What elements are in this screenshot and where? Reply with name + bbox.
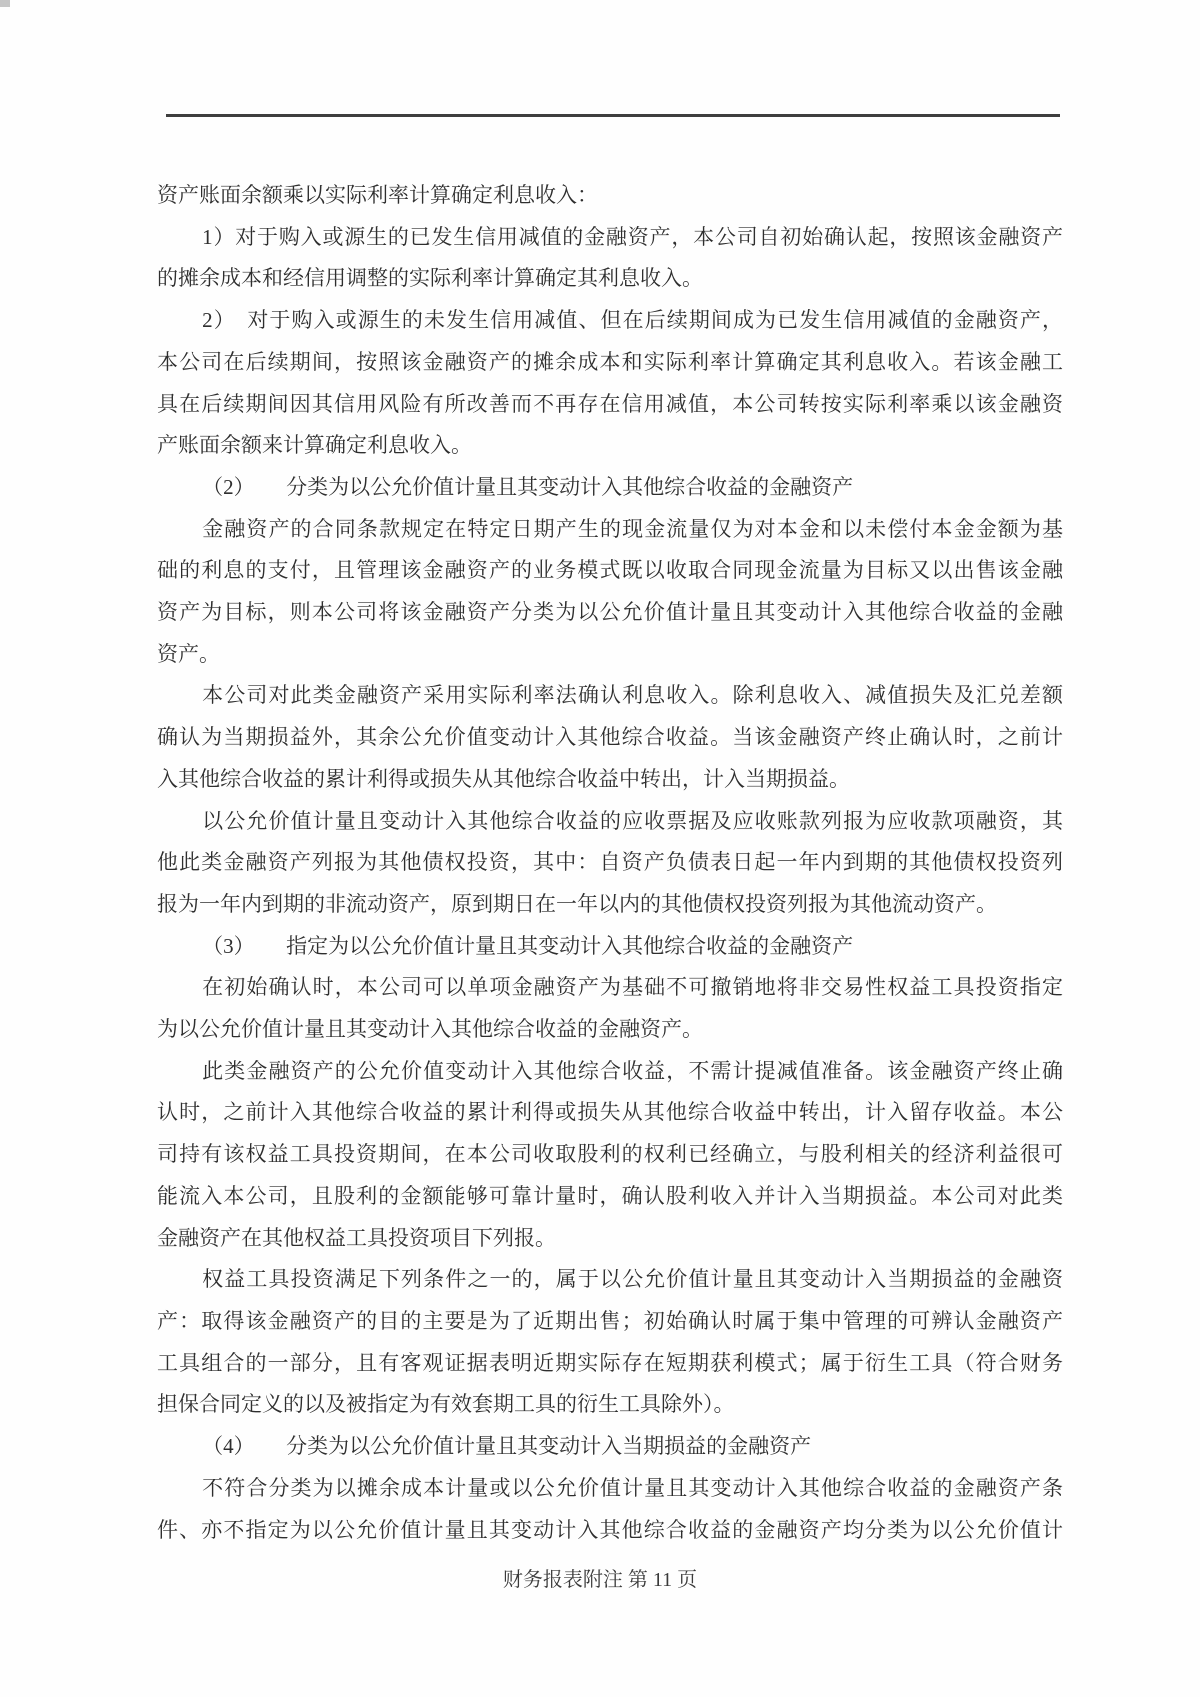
- text-line: 他此类金融资产列报为其他债权投资，其中：自资产负债表日起一年内到期的其他债权投资列: [157, 850, 1063, 875]
- section-heading-2: （2） 分类为以公允价值计量且其变动计入其他综合收益的金融资产: [202, 474, 854, 499]
- text-line: 担保合同定义的以及被指定为有效套期工具的衍生工具除外）。: [157, 1392, 735, 1417]
- text-line: 为以公允价值计量且其变动计入其他综合收益的金融资产。: [157, 1017, 703, 1042]
- text-line: 产：取得该金融资产的目的主要是为了近期出售；初始确认时属于集中管理的可辨认金融资产: [157, 1308, 1063, 1333]
- text-line: 资产为目标，则本公司将该金融资产分类为以公允价值计量且其变动计入其他综合收益的金融: [157, 600, 1063, 625]
- text-line: 在初始确认时，本公司可以单项金融资产为基础不可撤销地将非交易性权益工具投资指定: [202, 975, 1063, 1000]
- list-item-1: 1）对于购入或源生的已发生信用减值的金融资产，本公司自初始确认起，按照该金融资产: [202, 224, 1063, 249]
- text-line: 工具组合的一部分，且有客观证据表明近期实际存在短期获利模式；属于衍生工具（符合财务: [157, 1350, 1063, 1375]
- text-line: 确认为当期损益外，其余公允价值变动计入其他综合收益。当该金融资产终止确认时，之前计: [157, 725, 1063, 750]
- page-footer: 财务报表附注 第 11 页: [502, 1569, 698, 1591]
- text-line: 资产。: [157, 641, 220, 666]
- text-line: 本公司对此类金融资产采用实际利率法确认利息收入。除利息收入、减值损失及汇兑差额: [202, 683, 1063, 708]
- text-line: 此类金融资产的公允价值变动计入其他综合收益，不需计提减值准备。该金融资产终止确: [202, 1058, 1063, 1083]
- text-line: 权益工具投资满足下列条件之一的，属于以公允价值计量且其变动计入当期损益的金融资: [202, 1267, 1063, 1292]
- text-line: 资产账面余额乘以实际利率计算确定利息收入：: [157, 183, 598, 207]
- text-line: 金融资产的合同条款规定在特定日期产生的现金流量仅为对本金和以未偿付本金金额为基: [202, 516, 1063, 541]
- text-line: 不符合分类为以摊余成本计量或以公允价值计量且其变动计入其他综合收益的金融资产条: [202, 1475, 1063, 1500]
- header-rule: [166, 114, 1060, 117]
- text-line: 本公司在后续期间，按照该金融资产的摊余成本和实际利率计算确定其利息收入。若该金融工: [157, 349, 1063, 374]
- text-line: 金融资产在其他权益工具投资项目下列报。: [157, 1225, 556, 1250]
- section-heading-3: （3） 指定为以公允价值计量且其变动计入其他综合收益的金融资产: [202, 933, 854, 958]
- text-line: 入其他综合收益的累计利得或损失从其他综合收益中转出，计入当期损益。: [157, 766, 850, 791]
- text-line: 的摊余成本和经信用调整的实际利率计算确定其利息收入。: [157, 266, 703, 291]
- list-item-2: 2） 对于购入或源生的未发生信用减值、但在后续期间成为已发生信用减值的金融资产，: [202, 308, 1063, 333]
- text-line: 能流入本公司，且股利的金额能够可靠计量时，确认股利收入并计入当期损益。本公司对此类: [157, 1183, 1063, 1208]
- text-line: 认时，之前计入其他综合收益的累计利得或损失从其他综合收益中转出，计入留存收益。本公: [157, 1100, 1063, 1125]
- text-line: 报为一年内到期的非流动资产，原到期日在一年以内的其他债权投资列报为其他流动资产。: [157, 891, 997, 916]
- text-line: 件、亦不指定为以公允价值计量且其变动计入其他综合收益的金融资产均分类为以公允价值计: [157, 1517, 1063, 1542]
- text-line: 司持有该权益工具投资期间，在本公司收取股利的权利已经确立，与股利相关的经济利益很可: [157, 1142, 1063, 1167]
- text-line: 以公允价值计量且变动计入其他综合收益的应收票据及应收账款列报为应收款项融资，其: [202, 808, 1063, 833]
- text-line: 具在后续期间因其信用风险有所改善而不再存在信用减值，本公司转按实际利率乘以该金融资: [157, 391, 1063, 416]
- text-line: 础的利息的支付，且管理该金融资产的业务模式既以收取合同现金流量为目标又以出售该金融: [157, 558, 1063, 583]
- scan-artifact: [0, 0, 10, 7]
- document-body: [157, 175, 1063, 1551]
- text-line: 产账面余额来计算确定利息收入。: [157, 433, 472, 458]
- section-heading-4: （4） 分类为以公允价值计量且其变动计入当期损益的金融资产: [202, 1434, 812, 1459]
